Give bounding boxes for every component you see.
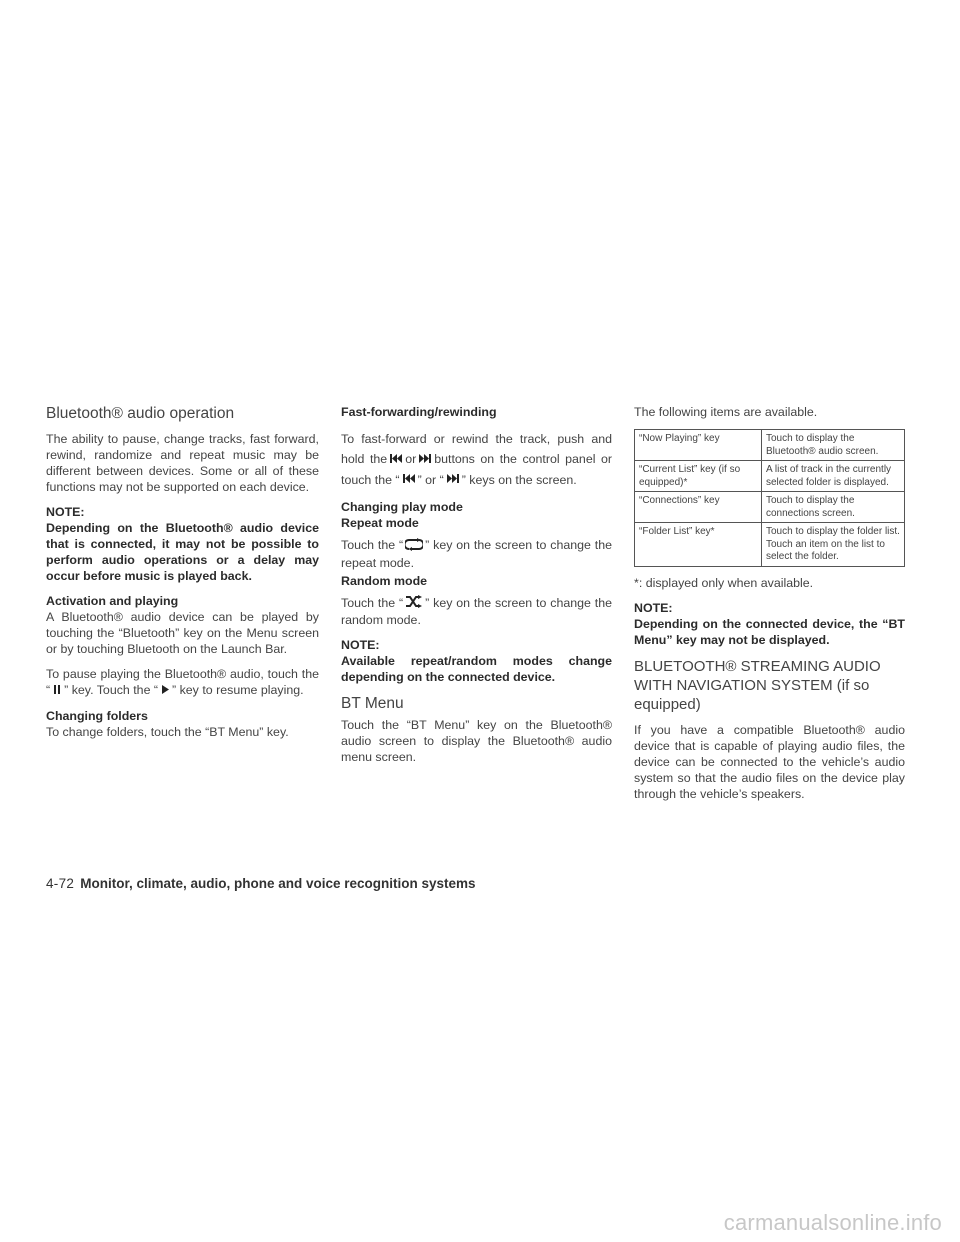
column-2	[341, 404, 612, 774]
pause-paragraph	[46, 666, 319, 699]
next-track-icon	[446, 470, 460, 490]
repeat-text-a: Touch the “	[341, 538, 404, 553]
heading-bluetooth-audio-operation: Bluetooth® audio operation	[46, 405, 235, 422]
table-cell-desc: Touch to display the connections screen.	[762, 492, 905, 523]
random-paragraph	[341, 595, 612, 628]
column-3	[634, 404, 905, 811]
pause-text-c: ” key to resume playing.	[172, 683, 304, 697]
activation-heading: Activation and playing	[46, 594, 179, 608]
ff-text-b: or	[405, 452, 417, 466]
table-cell-key: “Folder List” key*	[635, 523, 762, 567]
repeat-text-b: ” key on the screen to change the repeat mode.	[341, 538, 612, 570]
streaming-heading: BLUETOOTH® STREAMING AUDIO WITH NAVIGATION SYSTEM (if so equipped)	[634, 657, 881, 713]
note-text-3: Depending on the connected device, the “BT Menu” key may not be displayed.	[634, 616, 905, 647]
note-label-2: NOTE:	[341, 637, 380, 652]
pause-text-a: To pause playing the Bluetooth® audio, touch the “	[46, 667, 319, 697]
ff-heading: Fast-forwarding/rewinding	[341, 405, 497, 419]
streaming-paragraph: If you have a compatible Bluetooth® audio device that is capable of playing audio files, the device can be connected to the vehicle’s audio system so that the audio files on the device play through the vehicle’s speakers.	[634, 722, 905, 801]
random-text-a: Touch the “	[341, 595, 404, 610]
next-track-icon	[418, 450, 432, 470]
ff-text-d: ” or “	[417, 472, 444, 487]
watermark: carmanualsonline.info	[723, 1210, 942, 1235]
note-text-2: Available repeat/random modes change depending on the connected device.	[341, 653, 612, 684]
bt-menu-paragraph: Touch the “BT Menu” key on the Bluetooth® audio screen to display the Bluetooth® audio menu screen.	[341, 717, 612, 764]
shuffle-icon	[405, 595, 423, 612]
ff-text-c: buttons on the control panel or touch the “	[341, 452, 613, 487]
table-cell-key: “Connections” key	[635, 492, 762, 523]
footnote: *: displayed only when available.	[634, 575, 814, 590]
play-icon	[160, 683, 170, 699]
table-row	[635, 430, 905, 461]
table-row	[635, 461, 905, 492]
column-1	[46, 404, 319, 749]
previous-track-icon	[402, 470, 416, 490]
table-row	[635, 523, 905, 567]
page-number: 4-72	[46, 876, 75, 891]
table-cell-key: “Current List” key (if so equipped)*	[635, 461, 762, 492]
note-text: Depending on the Bluetooth® audio device that is connected, it may not be possible to perform audio operations or a delay may occur before music is played back.	[46, 521, 319, 583]
previous-track-icon	[389, 450, 403, 470]
pause-text-b: ” key. Touch the “	[64, 683, 159, 697]
random-heading: Random mode	[341, 573, 428, 588]
ff-paragraph	[341, 429, 612, 490]
table-row	[635, 492, 905, 523]
repeat-paragraph	[341, 537, 612, 570]
intro-paragraph: The ability to pause, change tracks, fast forward, rewind, randomize and repeat music may be different between devices. Some or all of these functions may not be supported on each device.	[46, 432, 319, 494]
items-intro: The following items are available.	[634, 405, 818, 419]
repeat-icon	[405, 538, 423, 555]
folders-paragraph: To change folders, touch the “BT Menu” key.	[46, 724, 289, 739]
repeat-heading: Repeat mode	[341, 516, 419, 531]
note-label-3: NOTE:	[634, 600, 673, 615]
ff-text-a: To fast-forward or rewind the track, push and hold the	[341, 432, 612, 466]
random-text-b: ” key on the screen to change the random mode.	[341, 595, 612, 627]
table-cell-desc: A list of track in the currently selected folder is displayed.	[762, 461, 905, 492]
items-table	[634, 429, 905, 567]
section-title: Monitor, climate, audio, phone and voice recognition systems	[80, 876, 476, 891]
pause-icon	[52, 683, 62, 699]
table-cell-desc: Touch to display the Bluetooth® audio screen.	[762, 430, 905, 461]
bt-menu-heading: BT Menu	[341, 694, 404, 712]
table-cell-desc: Touch to display the folder list. Touch an item on the list to select the folder.	[762, 523, 905, 567]
ff-text-e: ” keys on the screen.	[461, 472, 577, 487]
activation-paragraph: A Bluetooth® audio device can be played by touching the “Bluetooth” key on the Menu screen or by touching Bluetooth on the Launch Bar.	[46, 610, 319, 656]
folders-heading: Changing folders	[46, 708, 148, 723]
play-mode-heading: Changing play mode	[341, 500, 463, 515]
page-footer	[46, 876, 476, 891]
note-label: NOTE:	[46, 505, 85, 519]
table-cell-key: “Now Playing” key	[635, 430, 762, 461]
